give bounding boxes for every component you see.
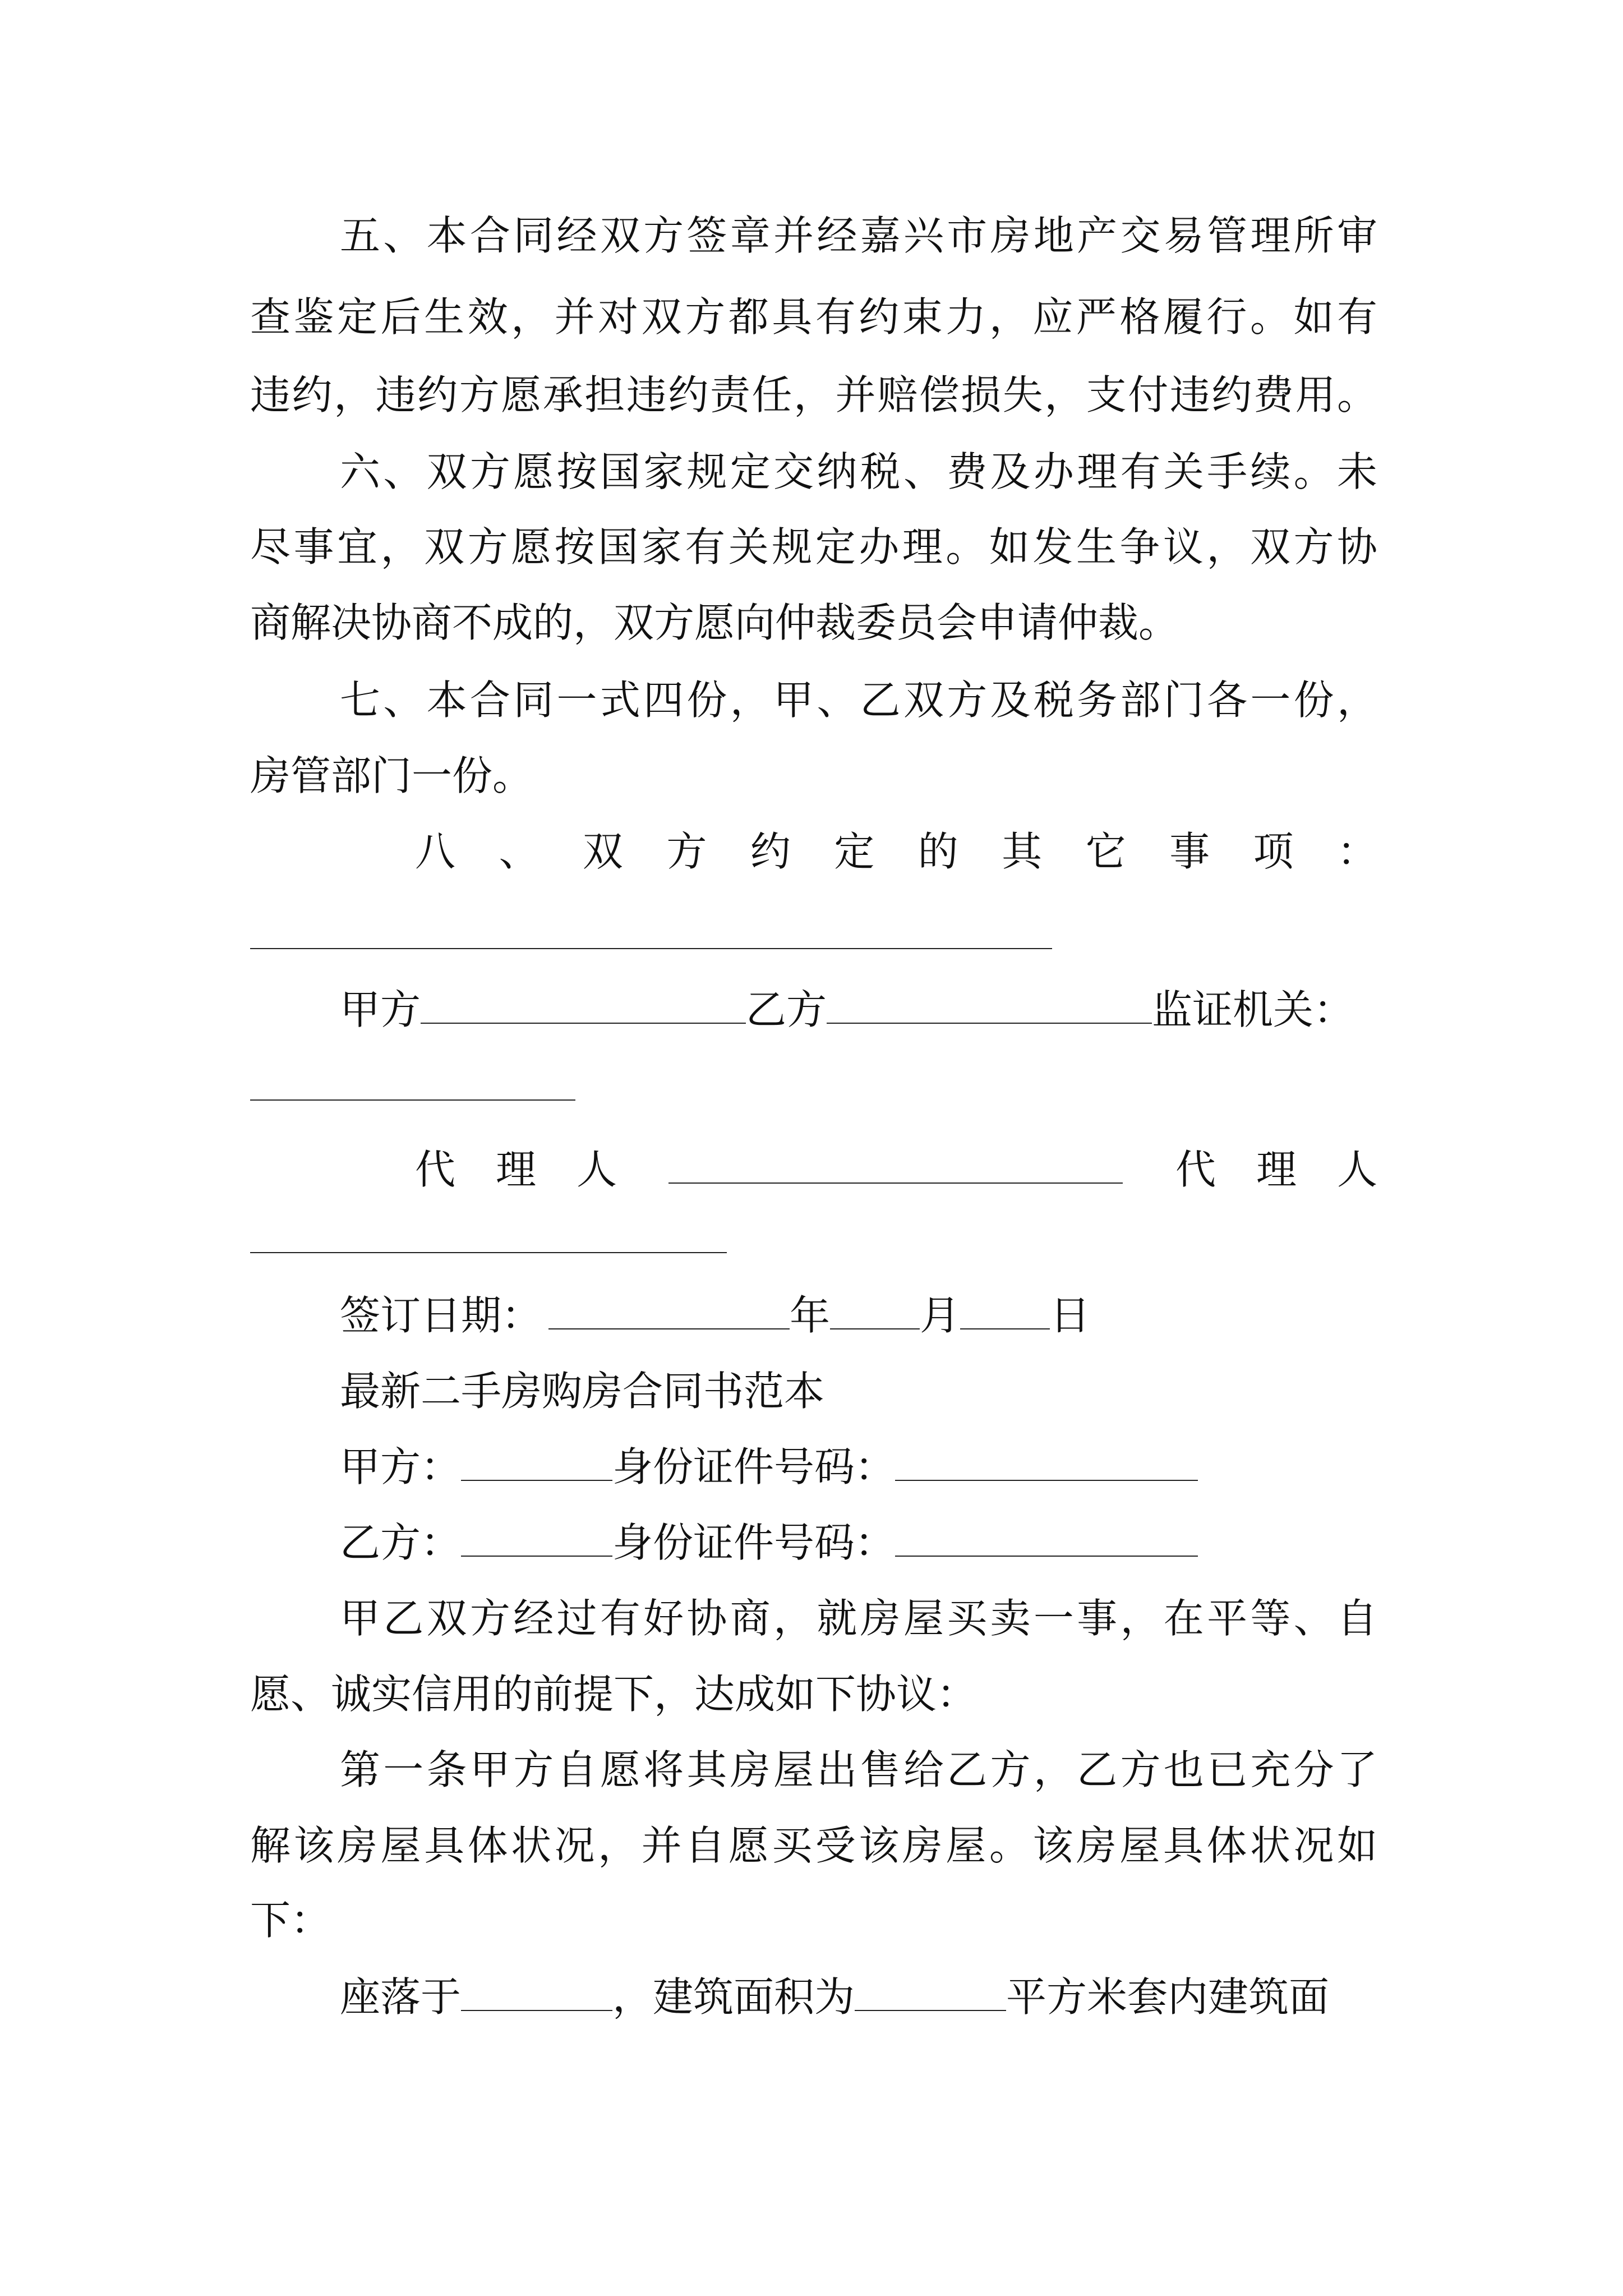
party-a-id-label: 身份证件号码：: [612, 1443, 896, 1490]
article1-line1: 第一条甲方自愿将其房屋出售给乙方，乙方也已充分了: [340, 1746, 1377, 1793]
agent-2-blank[interactable]: [250, 1252, 727, 1253]
clause8-text: 八、双方约定的其它事项：: [415, 828, 1377, 875]
clause7-line2: 房管部门一份。: [250, 752, 533, 799]
intro-line1: 甲乙双方经过有好协商，就房屋买卖一事，在平等、自: [340, 1595, 1377, 1642]
party-a-id-blank[interactable]: [895, 1447, 1198, 1481]
sign-date-row: [340, 1290, 1377, 1341]
party-b-id-label: 身份证件号码：: [612, 1519, 896, 1566]
location-area-row: [340, 1972, 1377, 2022]
sign-day-blank[interactable]: [960, 1296, 1050, 1329]
clause5-line1: 五、本合同经双方签章并经嘉兴市房地产交易管理所审: [340, 212, 1377, 259]
new-contract-title: 最新二手房购房合同书范本: [340, 1368, 825, 1415]
day-label: 日: [1050, 1292, 1091, 1339]
party-b-id-row: [340, 1517, 1377, 1568]
party-a-label-2: 甲方：: [340, 1443, 462, 1490]
supervisor-label: 监证机关：: [1152, 986, 1354, 1033]
agent-2-label: 代理人: [1175, 1146, 1418, 1193]
party-a-blank[interactable]: [421, 990, 746, 1024]
article1-line3: 下：: [250, 1897, 331, 1944]
party-a-label: 甲方: [340, 986, 421, 1033]
party-b-id-blank[interactable]: [895, 1523, 1198, 1557]
sign-year-blank[interactable]: [548, 1296, 790, 1329]
area-blank[interactable]: [855, 1977, 1006, 2011]
party-a-name-blank[interactable]: [461, 1447, 612, 1481]
clause5-line3: 违约，违约方愿承担违约责任，并赔偿损失，支付违约费用。: [250, 371, 1377, 418]
party-a-id-row: [340, 1442, 1377, 1492]
area-suffix: 平方米套内建筑面: [1006, 1973, 1330, 2021]
party-b-label: 乙方: [746, 986, 827, 1033]
year-label: 年: [790, 1292, 831, 1339]
location-blank[interactable]: [461, 1977, 612, 2011]
party-b-label-2: 乙方：: [340, 1519, 462, 1566]
supervisor-blank[interactable]: [250, 1099, 575, 1101]
sign-month-blank[interactable]: [830, 1296, 920, 1329]
agent-1-label: 代理人: [415, 1146, 658, 1193]
month-label: 月: [920, 1292, 961, 1339]
clause5-line2: 查鉴定后生效，并对双方都具有约束力，应严格履行。如有: [250, 293, 1377, 341]
sign-date-label: 签订日期：: [340, 1292, 542, 1339]
intro-line2: 愿、诚实信用的前提下，达成如下协议：: [250, 1671, 978, 1718]
clause6-line1: 六、双方愿按国家规定交纳税、费及办理有关手续。未: [340, 448, 1377, 495]
signature-row-agents: [415, 1144, 1418, 1195]
area-mid: ，建筑面积为: [612, 1973, 855, 2021]
party-b-name-blank[interactable]: [461, 1523, 612, 1557]
clause6-line3: 商解决协商不成的，双方愿向仲裁委员会申请仲裁。: [250, 599, 1179, 646]
article1-line2: 解该房屋具体状况，并自愿买受该房屋。该房屋具体状况如: [250, 1822, 1377, 1869]
party-b-blank[interactable]: [827, 990, 1152, 1024]
clause6-line2: 尽事宜，双方愿按国家有关规定办理。如发生争议，双方协: [250, 523, 1377, 570]
location-prefix: 座落于: [340, 1973, 462, 2021]
clause8-blank-line: [250, 948, 1052, 949]
clause7-line1: 七、本合同一式四份，甲、乙双方及税务部门各一份，: [340, 677, 1377, 724]
signature-row-parties: [340, 984, 1377, 1035]
agent-1-blank[interactable]: [668, 1150, 1123, 1184]
